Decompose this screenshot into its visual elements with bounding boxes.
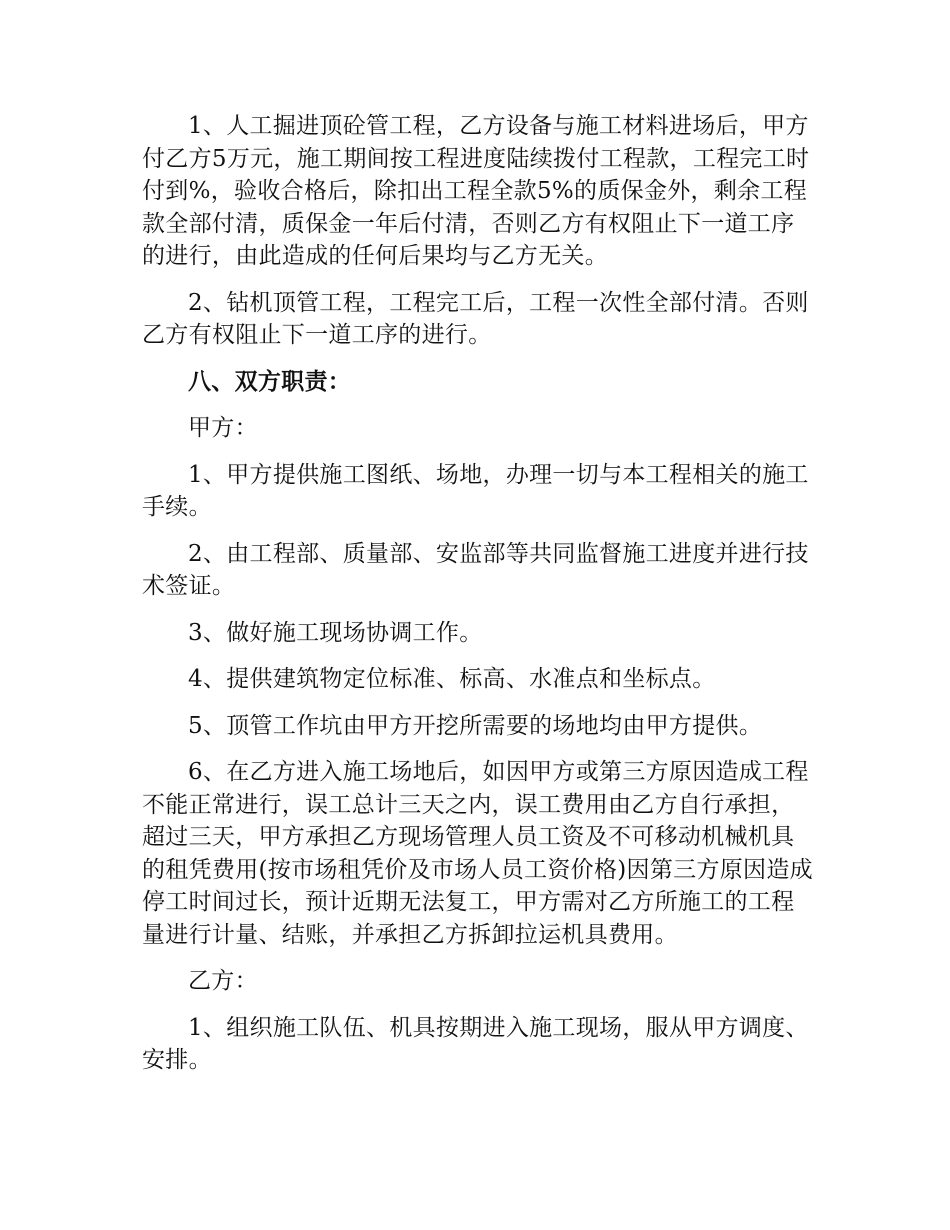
party-b-label: 乙方： bbox=[188, 968, 258, 994]
party-a-label: 甲方： bbox=[188, 415, 258, 441]
document-page bbox=[142, 110, 814, 1091]
party-b-duty-1: 1、组织施工队伍、机具按期进入施工现场，服从甲方调度、安排。 bbox=[142, 1014, 809, 1073]
party-a-duty-3: 3、做好施工现场协调工作。 bbox=[188, 619, 483, 646]
party-a-duty-5: 5、顶管工作坑由甲方开挖所需要的场地均由甲方提供。 bbox=[188, 712, 763, 739]
payment-clause-1: 1、人工掘进顶砼管工程，乙方设备与施工材料进场后，甲方付乙方5万元，施工期间按工程进度陆续拨付工程款，工程完工时付到%，验收合格后，除扣出工程全款5%的质保金外，剩余工程款全部付清，质保金一年后付清，否则乙方有权阻止下一道工序的进行，由此造成的任何后果均与乙方无关。 bbox=[142, 113, 810, 269]
party-a-duty-1: 1、甲方提供施工图纸、场地，办理一切与本工程相关的施工手续。 bbox=[142, 461, 809, 520]
party-a-duty-2: 2、由工程部、质量部、安监部等共同监督施工进度并进行技术签证。 bbox=[142, 540, 809, 599]
payment-clause-2: 2、钻机顶管工程，工程完工后，工程一次性全部付清。否则乙方有权阻止下一道工序的进行。 bbox=[142, 289, 809, 348]
section-heading-responsibilities: 八、双方职责： bbox=[188, 367, 352, 395]
party-a-duty-4: 4、提供建筑物定位标准、标高、水准点和坐标点。 bbox=[188, 666, 716, 692]
party-a-duty-6: 6、在乙方进入施工场地后，如因甲方或第三方原因造成工程不能正常进行，误工总计三天之内，误工费用由乙方自行承担，超过三天，甲方承担乙方现场管理人员工资及不可移动机械机具的租凭费用(按市场租凭价及市场人员工资价格)因第三方原因造成停工时间过长，预计近期无法复工，甲方需对乙方所施工的工程量进行计量、结账，并承担乙方拆卸拉运机具费用。 bbox=[142, 759, 813, 948]
